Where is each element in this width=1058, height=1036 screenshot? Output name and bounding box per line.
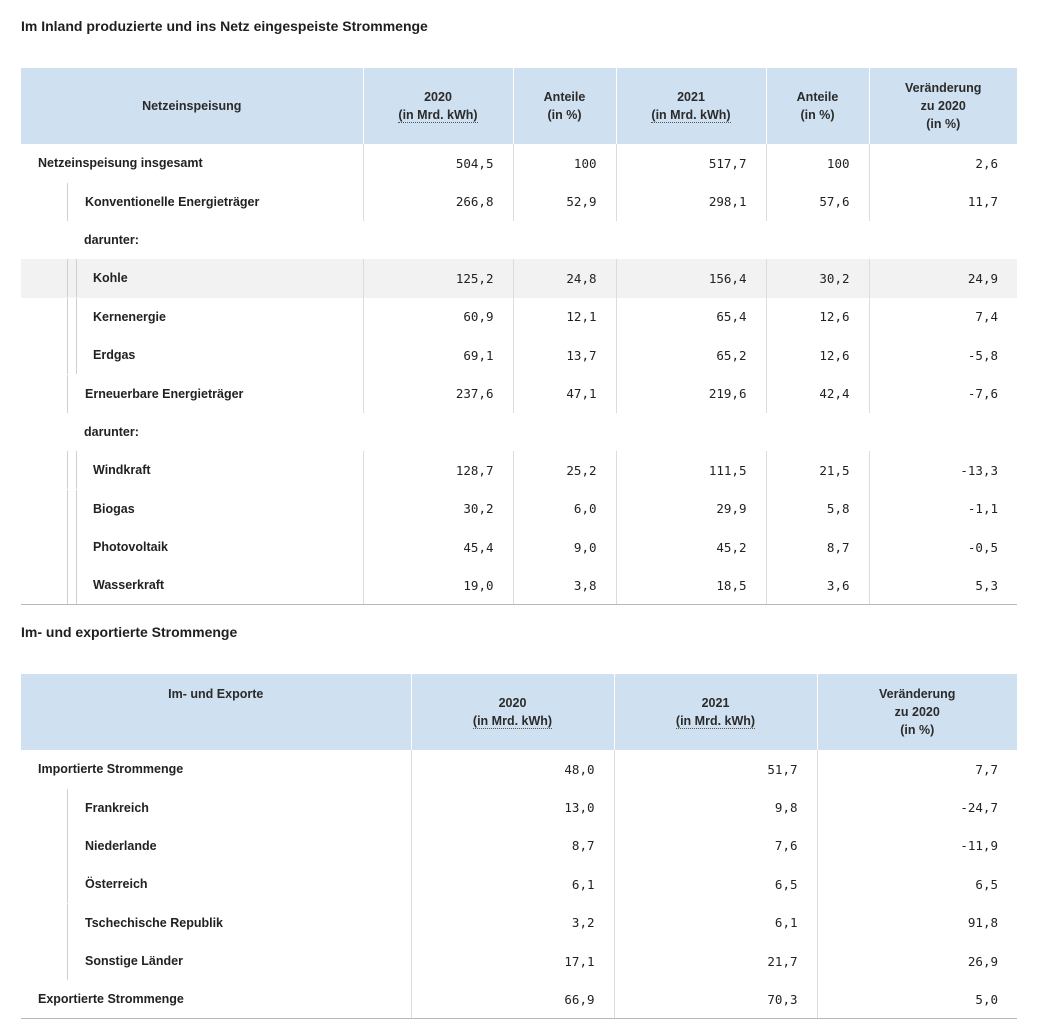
- header-change: Veränderung zu 2020 (in %): [817, 674, 1017, 750]
- header-2021: 2021 (in Mrd. kWh): [616, 68, 766, 144]
- table-row: Kohle 125,2 24,8 156,4 30,2 24,9: [21, 259, 1017, 297]
- table-row: Wasserkraft 19,0 3,8 18,5 3,6 5,3: [21, 566, 1017, 605]
- header-share-2021: Anteile (in %): [766, 68, 869, 144]
- row-label: Exportierte Strommenge: [21, 980, 411, 1018]
- table-row: [21, 413, 1017, 451]
- header-im-exporte: Im- und Exporte: [21, 674, 411, 750]
- row-label: Österreich: [21, 865, 411, 903]
- table-row: Tschechische Republik 3,2 6,1 91,8: [21, 904, 1017, 942]
- header-netzeinspeisung: Netzeinspeisung: [21, 68, 363, 144]
- header-2020: 2020 (in Mrd. kWh): [363, 68, 513, 144]
- row-label: Netzeinspeisung insgesamt: [21, 144, 363, 182]
- table-row: Photovoltaik 45,4 9,0 45,2 8,7 -0,5: [21, 528, 1017, 566]
- row-label: Niederlande: [21, 827, 411, 865]
- table-row: Netzeinspeisung insgesamt 504,5 100 517,7 100 2,6: [21, 144, 1017, 182]
- header-2020: 2020 (in Mrd. kWh): [411, 674, 614, 750]
- row-label: Erdgas: [21, 336, 363, 374]
- table-row: Erdgas 69,1 13,7 65,2 12,6 -5,8: [21, 336, 1017, 374]
- row-label: Kernenergie: [21, 298, 363, 336]
- table-row: Windkraft 128,7 25,2 111,5 21,5 -13,3: [21, 451, 1017, 489]
- row-label: Wasserkraft: [21, 566, 363, 605]
- row-label: Photovoltaik: [21, 528, 363, 566]
- row-label: darunter:: [84, 232, 139, 247]
- header-2021: 2021 (in Mrd. kWh): [614, 674, 817, 750]
- table-row: Importierte Strommenge 48,0 51,7 7,7: [21, 750, 1017, 788]
- row-label: Erneuerbare Energieträger: [21, 374, 363, 412]
- row-label: Sonstige Länder: [21, 942, 411, 980]
- header-share-2020: Anteile (in %): [513, 68, 616, 144]
- table-row: Frankreich 13,0 9,8 -24,7: [21, 788, 1017, 826]
- table-row: Exportierte Strommenge 66,9 70,3 5,0: [21, 980, 1017, 1018]
- table-row: Sonstige Länder 17,1 21,7 26,9: [21, 942, 1017, 980]
- table-row: Erneuerbare Energieträger 237,6 47,1 219,6 42,4 -7,6: [21, 374, 1017, 412]
- row-label: Importierte Strommenge: [21, 750, 411, 788]
- table-row: Niederlande 8,7 7,6 -11,9: [21, 827, 1017, 865]
- header-change: Veränderung zu 2020 (in %): [869, 68, 1017, 144]
- row-label: Biogas: [21, 490, 363, 528]
- table-row: Biogas 30,2 6,0 29,9 5,8 -1,1: [21, 490, 1017, 528]
- table-row: Österreich 6,1 6,5 6,5: [21, 865, 1017, 903]
- row-label: darunter:: [84, 424, 139, 439]
- table1-header-row: [21, 68, 1017, 144]
- table2-title: Im- und exportierte Strommenge: [21, 624, 238, 640]
- table-row: [21, 221, 1017, 259]
- row-label: Kohle: [21, 259, 363, 297]
- net-feed-in-table: [21, 68, 1017, 605]
- table2-header-row: [21, 674, 1017, 750]
- import-export-table: [21, 674, 1017, 1019]
- row-label: Windkraft: [21, 451, 363, 489]
- table-row: Kernenergie 60,9 12,1 65,4 12,6 7,4: [21, 298, 1017, 336]
- row-label: Frankreich: [21, 788, 411, 826]
- row-label: Konventionelle Energieträger: [21, 182, 363, 220]
- row-label: Tschechische Republik: [21, 904, 411, 942]
- table-row: Konventionelle Energieträger 266,8 52,9 298,1 57,6 11,7: [21, 182, 1017, 220]
- table1-title: Im Inland produzierte und ins Netz eingespeiste Strommenge: [21, 18, 428, 34]
